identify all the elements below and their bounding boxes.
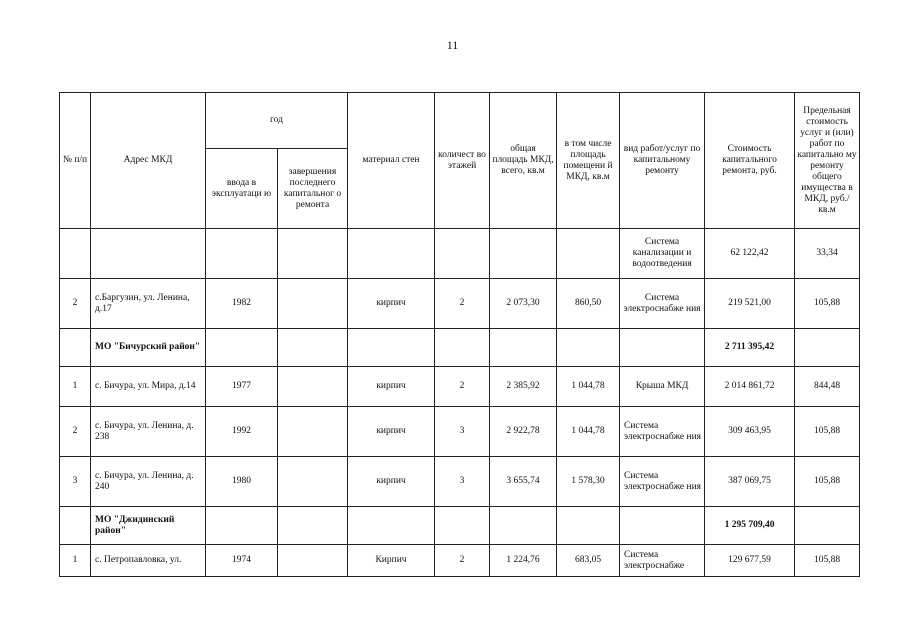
cell-year-commission (206, 229, 278, 279)
cell-floors: 2 (435, 279, 490, 329)
header-total-area: общая площадь МКД, всего, кв.м (490, 93, 557, 229)
cell-material: кирпич (348, 367, 435, 407)
cell-cost: 219 521,00 (705, 279, 795, 329)
header-incl-area: в том числе площадь помещени й МКД, кв.м (557, 93, 620, 229)
district-total-cost: 1 295 709,40 (705, 507, 795, 545)
district-name: МО "Джидинский район" (91, 507, 206, 545)
cell-work: Крыша МКД (620, 367, 705, 407)
cell-cost: 2 014 861,72 (705, 367, 795, 407)
header-year-commission: ввода в эксплуатаци ю (206, 149, 278, 229)
cell-incl-area (557, 329, 620, 367)
district-row (60, 507, 860, 545)
header-num: № п/п (60, 93, 91, 229)
cell-max: 33,34 (795, 229, 860, 279)
cell-year-repair (278, 329, 348, 367)
cell-cost: 129 677,59 (705, 545, 795, 577)
cell-max: 844,48 (795, 367, 860, 407)
cell-num: 3 (60, 457, 91, 507)
header-wall-material: материал стен (348, 93, 435, 229)
header-address: Адрес МКД (91, 93, 206, 229)
cell-year-repair (278, 507, 348, 545)
cell-num: 1 (60, 545, 91, 577)
cell-incl-area: 1 044,78 (557, 407, 620, 457)
cell-address: с. Петропавловка, ул. (91, 545, 206, 577)
cell-floors: 3 (435, 457, 490, 507)
cell-total-area (490, 507, 557, 545)
cell-max: 105,88 (795, 279, 860, 329)
cell-year-repair (278, 367, 348, 407)
cell-num (60, 229, 91, 279)
cell-address: с. Бичура, ул. Мира, д.14 (91, 367, 206, 407)
cell-floors (435, 229, 490, 279)
cell-year-commission (206, 329, 278, 367)
cell-total-area (490, 229, 557, 279)
cell-incl-area: 860,50 (557, 279, 620, 329)
header-year-repair: завершения последнего капитальног о ремонта (278, 149, 348, 229)
cell-incl-area: 1 044,78 (557, 367, 620, 407)
header-year: год (206, 93, 348, 149)
district-total-cost: 2 711 395,42 (705, 329, 795, 367)
cell-total-area: 1 224,76 (490, 545, 557, 577)
cell-incl-area (557, 507, 620, 545)
cell-work (620, 507, 705, 545)
cell-total-area: 3 655,74 (490, 457, 557, 507)
cell-floors (435, 507, 490, 545)
cell-year-commission: 1977 (206, 367, 278, 407)
cell-total-area: 2 385,92 (490, 367, 557, 407)
table-row (60, 407, 860, 457)
table-row (60, 457, 860, 507)
cell-num: 2 (60, 279, 91, 329)
cell-material: Кирпич (348, 545, 435, 577)
cell-num (60, 329, 91, 367)
cell-max: 105,88 (795, 545, 860, 577)
cell-work: Система электроснабже (620, 545, 705, 577)
cell-year-repair (278, 229, 348, 279)
district-row (60, 329, 860, 367)
cell-total-area (490, 329, 557, 367)
table-row (60, 367, 860, 407)
cell-max: 105,88 (795, 457, 860, 507)
cell-material: кирпич (348, 457, 435, 507)
header-floors: количест во этажей (435, 93, 490, 229)
cell-floors: 2 (435, 545, 490, 577)
cell-cost: 387 069,75 (705, 457, 795, 507)
table-row (60, 545, 860, 577)
cell-year-commission: 1992 (206, 407, 278, 457)
cell-address (91, 229, 206, 279)
cell-material (348, 229, 435, 279)
cell-incl-area (557, 229, 620, 279)
cell-floors: 3 (435, 407, 490, 457)
header-max-cost: Предельная стоимость услуг и (или) работ по капитально му ремонту общего имущества в МКД, руб./кв.м (795, 93, 860, 229)
cell-max (795, 507, 860, 545)
cell-material: кирпич (348, 279, 435, 329)
cell-address: с. Бичура, ул. Ленина, д. 238 (91, 407, 206, 457)
cell-year-commission (206, 507, 278, 545)
cell-year-commission: 1974 (206, 545, 278, 577)
district-name: МО "Бичурский район" (91, 329, 206, 367)
cell-work: Система электроснабже ния (620, 407, 705, 457)
cell-address: с.Баргузин, ул. Ленина, д.17 (91, 279, 206, 329)
cell-num: 2 (60, 407, 91, 457)
cell-material (348, 507, 435, 545)
cell-work: Система электроснабже ния (620, 457, 705, 507)
cell-year-repair (278, 279, 348, 329)
cell-work (620, 329, 705, 367)
cell-max (795, 329, 860, 367)
repair-program-table (59, 92, 860, 577)
cell-incl-area: 1 578,30 (557, 457, 620, 507)
cell-incl-area: 683,05 (557, 545, 620, 577)
cell-total-area: 2 073,30 (490, 279, 557, 329)
cell-num: 1 (60, 367, 91, 407)
table-row (60, 279, 860, 329)
cell-floors (435, 329, 490, 367)
cell-year-repair (278, 457, 348, 507)
cell-material: кирпич (348, 407, 435, 457)
cell-year-commission: 1982 (206, 279, 278, 329)
cell-max: 105,88 (795, 407, 860, 457)
cell-year-repair (278, 545, 348, 577)
cell-total-area: 2 922,78 (490, 407, 557, 457)
header-cost: Стоимость капитального ремонта, руб. (705, 93, 795, 229)
cell-year-repair (278, 407, 348, 457)
cell-num (60, 507, 91, 545)
page-number: 11 (446, 38, 459, 52)
cell-cost: 62 122,42 (705, 229, 795, 279)
cell-work: Система электроснабже ния (620, 279, 705, 329)
header-row (60, 93, 860, 149)
cell-material (348, 329, 435, 367)
cell-cost: 309 463,95 (705, 407, 795, 457)
cell-year-commission: 1980 (206, 457, 278, 507)
cell-floors: 2 (435, 367, 490, 407)
cell-address: с. Бичура, ул. Ленина, д. 240 (91, 457, 206, 507)
header-work-type: вид работ/услуг по капитальному ремонту (620, 93, 705, 229)
cell-work: Система канализации и водоотведения (620, 229, 705, 279)
table-row (60, 229, 860, 279)
